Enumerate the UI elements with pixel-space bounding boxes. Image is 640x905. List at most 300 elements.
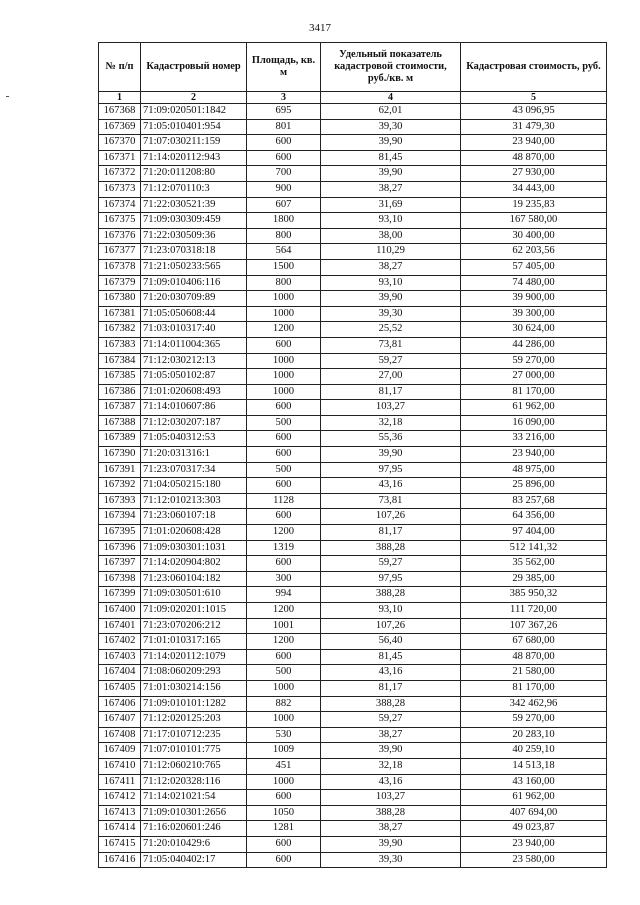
unit-value-cell: 39,30 <box>321 119 461 135</box>
cadastral-number-cell: 71:23:060107:18 <box>141 509 247 525</box>
cadastral-value-cell: 39 300,00 <box>461 306 607 322</box>
row-number-cell: 167375 <box>99 213 141 229</box>
table-row <box>99 805 607 821</box>
cadastral-number-cell: 71:14:011004:365 <box>141 337 247 353</box>
unit-value-cell: 388,28 <box>321 696 461 712</box>
row-number-cell: 167414 <box>99 821 141 837</box>
cadastral-value-cell: 16 090,00 <box>461 415 607 431</box>
cadastral-number-cell: 71:22:030509:36 <box>141 228 247 244</box>
page-number: 3417 <box>309 22 331 34</box>
row-number-cell: 167411 <box>99 774 141 790</box>
area-cell: 600 <box>247 509 321 525</box>
row-number-cell: 167378 <box>99 259 141 275</box>
unit-value-cell: 32,18 <box>321 758 461 774</box>
table-row <box>99 571 607 587</box>
unit-value-cell: 38,27 <box>321 259 461 275</box>
cadastral-value-cell: 43 160,00 <box>461 774 607 790</box>
row-number-cell: 167387 <box>99 400 141 416</box>
header-unit-value: Удельный показатель кадастровой стоимости, руб./кв. м <box>321 43 461 92</box>
unit-value-cell: 93,10 <box>321 213 461 229</box>
cadastral-number-cell: 71:20:030709:89 <box>141 291 247 307</box>
table-row <box>99 447 607 463</box>
table-row <box>99 509 607 525</box>
cadastral-value-cell: 97 404,00 <box>461 525 607 541</box>
table-row <box>99 680 607 696</box>
unit-value-cell: 39,90 <box>321 135 461 151</box>
unit-value-cell: 39,90 <box>321 447 461 463</box>
row-number-cell: 167404 <box>99 665 141 681</box>
cadastral-number-cell: 71:05:010401:954 <box>141 119 247 135</box>
cadastral-value-cell: 49 023,87 <box>461 821 607 837</box>
row-number-cell: 167380 <box>99 291 141 307</box>
cadastral-value-cell: 67 680,00 <box>461 634 607 650</box>
row-number-cell: 167390 <box>99 447 141 463</box>
area-cell: 1001 <box>247 618 321 634</box>
table-row <box>99 431 607 447</box>
cadastral-value-cell: 48 870,00 <box>461 150 607 166</box>
row-number-cell: 167368 <box>99 104 141 120</box>
unit-value-cell: 39,90 <box>321 291 461 307</box>
unit-value-cell: 56,40 <box>321 634 461 650</box>
area-cell: 600 <box>247 400 321 416</box>
unit-value-cell: 81,17 <box>321 680 461 696</box>
unit-value-cell: 81,17 <box>321 384 461 400</box>
cadastral-number-cell: 71:21:050233:565 <box>141 259 247 275</box>
table-row <box>99 774 607 790</box>
cadastral-number-cell: 71:07:030211:159 <box>141 135 247 151</box>
cadastral-value-cell: 25 896,00 <box>461 478 607 494</box>
table-row <box>99 587 607 603</box>
row-number-cell: 167415 <box>99 836 141 852</box>
table-row <box>99 696 607 712</box>
area-cell: 600 <box>247 836 321 852</box>
cadastral-number-cell: 71:14:021021:54 <box>141 790 247 806</box>
table-row <box>99 743 607 759</box>
cadastral-value-cell: 167 580,00 <box>461 213 607 229</box>
cadastral-number-cell: 71:14:020904:802 <box>141 556 247 572</box>
table-row <box>99 400 607 416</box>
unit-value-cell: 39,30 <box>321 852 461 868</box>
unit-value-cell: 97,95 <box>321 462 461 478</box>
area-cell: 800 <box>247 275 321 291</box>
area-cell: 1050 <box>247 805 321 821</box>
header-row-number: № п/п <box>99 43 141 92</box>
cadastral-number-cell: 71:09:030501:610 <box>141 587 247 603</box>
table-header <box>99 43 607 104</box>
header-cadastral-number: Кадастровый номер <box>141 43 247 92</box>
table-row <box>99 291 607 307</box>
cadastral-value-cell: 57 405,00 <box>461 259 607 275</box>
cadastral-value-cell: 23 940,00 <box>461 447 607 463</box>
cadastral-number-cell: 71:09:020201:1015 <box>141 603 247 619</box>
row-number-cell: 167371 <box>99 150 141 166</box>
area-cell: 1128 <box>247 493 321 509</box>
cadastral-number-cell: 71:12:030207:187 <box>141 415 247 431</box>
cadastral-number-cell: 71:05:040402:17 <box>141 852 247 868</box>
table-row <box>99 618 607 634</box>
table-row <box>99 384 607 400</box>
cadastral-number-cell: 71:07:010101:775 <box>141 743 247 759</box>
area-cell: 1281 <box>247 821 321 837</box>
area-cell: 607 <box>247 197 321 213</box>
area-cell: 564 <box>247 244 321 260</box>
area-cell: 1000 <box>247 712 321 728</box>
table-row <box>99 104 607 120</box>
cadastral-value-cell: 23 580,00 <box>461 852 607 868</box>
unit-value-cell: 81,17 <box>321 525 461 541</box>
table-row <box>99 213 607 229</box>
table-row <box>99 525 607 541</box>
column-number: 4 <box>321 92 461 104</box>
row-number-cell: 167374 <box>99 197 141 213</box>
column-number: 1 <box>99 92 141 104</box>
column-number: 3 <box>247 92 321 104</box>
row-number-cell: 167416 <box>99 852 141 868</box>
unit-value-cell: 62,01 <box>321 104 461 120</box>
table-row <box>99 603 607 619</box>
cadastral-value-cell: 107 367,26 <box>461 618 607 634</box>
area-cell: 600 <box>247 478 321 494</box>
table-row <box>99 369 607 385</box>
cadastral-value-cell: 33 216,00 <box>461 431 607 447</box>
row-number-cell: 167373 <box>99 181 141 197</box>
cadastral-number-cell: 71:22:030521:39 <box>141 197 247 213</box>
row-number-cell: 167379 <box>99 275 141 291</box>
cadastral-number-cell: 71:04:050215:180 <box>141 478 247 494</box>
unit-value-cell: 93,10 <box>321 603 461 619</box>
area-cell: 1200 <box>247 634 321 650</box>
cadastral-value-cell: 407 694,00 <box>461 805 607 821</box>
cadastral-number-cell: 71:12:030212:13 <box>141 353 247 369</box>
cadastral-number-cell: 71:14:020112:1079 <box>141 649 247 665</box>
cadastral-number-cell: 71:09:020501:1842 <box>141 104 247 120</box>
cadastral-value-cell: 74 480,00 <box>461 275 607 291</box>
unit-value-cell: 25,52 <box>321 322 461 338</box>
table-row <box>99 821 607 837</box>
header-cadastral-value: Кадастровая стоимость, руб. <box>461 43 607 92</box>
cadastral-value-cell: 19 235,83 <box>461 197 607 213</box>
area-cell: 900 <box>247 181 321 197</box>
unit-value-cell: 59,27 <box>321 353 461 369</box>
row-number-cell: 167398 <box>99 571 141 587</box>
cadastral-value-cell: 512 141,32 <box>461 540 607 556</box>
cadastral-value-cell: 31 479,30 <box>461 119 607 135</box>
cadastral-number-cell: 71:20:011208:80 <box>141 166 247 182</box>
area-cell: 700 <box>247 166 321 182</box>
cadastral-value-cell: 30 400,00 <box>461 228 607 244</box>
unit-value-cell: 388,28 <box>321 805 461 821</box>
header-area: Площадь, кв. м <box>247 43 321 92</box>
table-body <box>99 104 607 868</box>
row-number-cell: 167391 <box>99 462 141 478</box>
row-number-cell: 167401 <box>99 618 141 634</box>
unit-value-cell: 107,26 <box>321 509 461 525</box>
unit-value-cell: 103,27 <box>321 400 461 416</box>
row-number-cell: 167392 <box>99 478 141 494</box>
area-cell: 600 <box>247 852 321 868</box>
table-row <box>99 150 607 166</box>
cadastral-number-cell: 71:23:060104:182 <box>141 571 247 587</box>
area-cell: 1500 <box>247 259 321 275</box>
area-cell: 1200 <box>247 322 321 338</box>
table-row <box>99 306 607 322</box>
unit-value-cell: 38,27 <box>321 821 461 837</box>
cadastral-number-cell: 71:23:070206:212 <box>141 618 247 634</box>
row-number-cell: 167412 <box>99 790 141 806</box>
row-number-cell: 167395 <box>99 525 141 541</box>
table-row <box>99 244 607 260</box>
unit-value-cell: 81,45 <box>321 649 461 665</box>
area-cell: 1800 <box>247 213 321 229</box>
cadastral-number-cell: 71:01:020608:428 <box>141 525 247 541</box>
cadastral-value-cell: 59 270,00 <box>461 353 607 369</box>
area-cell: 1000 <box>247 353 321 369</box>
cadastral-value-cell: 30 624,00 <box>461 322 607 338</box>
area-cell: 600 <box>247 135 321 151</box>
unit-value-cell: 27,00 <box>321 369 461 385</box>
unit-value-cell: 59,27 <box>321 712 461 728</box>
cadastral-value-cell: 29 385,00 <box>461 571 607 587</box>
cadastral-number-cell: 71:23:070318:18 <box>141 244 247 260</box>
cadastral-value-cell: 48 975,00 <box>461 462 607 478</box>
cadastral-number-cell: 71:05:050102:87 <box>141 369 247 385</box>
row-number-cell: 167386 <box>99 384 141 400</box>
row-number-cell: 167399 <box>99 587 141 603</box>
table-row <box>99 462 607 478</box>
area-cell: 1000 <box>247 369 321 385</box>
unit-value-cell: 32,18 <box>321 415 461 431</box>
cadastral-number-cell: 71:14:020112:943 <box>141 150 247 166</box>
area-cell: 600 <box>247 150 321 166</box>
cadastral-value-cell: 61 962,00 <box>461 790 607 806</box>
table-row <box>99 337 607 353</box>
unit-value-cell: 388,28 <box>321 540 461 556</box>
cadastral-value-cell: 27 930,00 <box>461 166 607 182</box>
table-row <box>99 556 607 572</box>
unit-value-cell: 81,45 <box>321 150 461 166</box>
cadastral-number-cell: 71:01:020608:493 <box>141 384 247 400</box>
row-number-cell: 167406 <box>99 696 141 712</box>
unit-value-cell: 388,28 <box>321 587 461 603</box>
cadastral-number-cell: 71:23:070317:34 <box>141 462 247 478</box>
row-number-cell: 167377 <box>99 244 141 260</box>
row-number-cell: 167381 <box>99 306 141 322</box>
area-cell: 1000 <box>247 774 321 790</box>
cadastral-value-cell: 59 270,00 <box>461 712 607 728</box>
unit-value-cell: 97,95 <box>321 571 461 587</box>
unit-value-cell: 73,81 <box>321 493 461 509</box>
row-number-cell: 167400 <box>99 603 141 619</box>
table-row <box>99 275 607 291</box>
unit-value-cell: 43,16 <box>321 774 461 790</box>
table-row <box>99 353 607 369</box>
cadastral-value-cell: 83 257,68 <box>461 493 607 509</box>
area-cell: 600 <box>247 337 321 353</box>
table-row <box>99 197 607 213</box>
cadastral-number-cell: 71:14:010607:86 <box>141 400 247 416</box>
cadastral-number-cell: 71:20:010429:6 <box>141 836 247 852</box>
row-number-cell: 167413 <box>99 805 141 821</box>
area-cell: 500 <box>247 462 321 478</box>
row-number-cell: 167402 <box>99 634 141 650</box>
area-cell: 600 <box>247 447 321 463</box>
table-row <box>99 135 607 151</box>
cadastral-value-cell: 23 940,00 <box>461 135 607 151</box>
row-number-cell: 167370 <box>99 135 141 151</box>
cadastral-value-cell: 81 170,00 <box>461 680 607 696</box>
table-row <box>99 415 607 431</box>
unit-value-cell: 103,27 <box>321 790 461 806</box>
unit-value-cell: 39,90 <box>321 743 461 759</box>
unit-value-cell: 73,81 <box>321 337 461 353</box>
table-row <box>99 493 607 509</box>
cadastral-value-table <box>98 42 607 868</box>
header-row <box>99 43 607 92</box>
area-cell: 1000 <box>247 291 321 307</box>
cadastral-number-cell: 71:09:030301:1031 <box>141 540 247 556</box>
row-number-cell: 167396 <box>99 540 141 556</box>
row-number-cell: 167382 <box>99 322 141 338</box>
area-cell: 800 <box>247 228 321 244</box>
cadastral-number-cell: 71:12:010213:303 <box>141 493 247 509</box>
table-row <box>99 478 607 494</box>
table-row <box>99 119 607 135</box>
cadastral-value-cell: 48 870,00 <box>461 649 607 665</box>
table-row <box>99 790 607 806</box>
row-number-cell: 167403 <box>99 649 141 665</box>
unit-value-cell: 31,69 <box>321 197 461 213</box>
area-cell: 1000 <box>247 384 321 400</box>
table-row <box>99 540 607 556</box>
area-cell: 882 <box>247 696 321 712</box>
cadastral-number-cell: 71:16:020601:246 <box>141 821 247 837</box>
cadastral-value-cell: 385 950,32 <box>461 587 607 603</box>
cadastral-number-cell: 71:12:060210:765 <box>141 758 247 774</box>
area-cell: 530 <box>247 727 321 743</box>
cadastral-value-cell: 342 462,96 <box>461 696 607 712</box>
row-number-cell: 167409 <box>99 743 141 759</box>
area-cell: 600 <box>247 790 321 806</box>
area-cell: 500 <box>247 665 321 681</box>
table-row <box>99 181 607 197</box>
table-row <box>99 259 607 275</box>
unit-value-cell: 93,10 <box>321 275 461 291</box>
cadastral-number-cell: 71:01:010317:165 <box>141 634 247 650</box>
cadastral-value-cell: 23 940,00 <box>461 836 607 852</box>
unit-value-cell: 39,90 <box>321 836 461 852</box>
row-number-cell: 167369 <box>99 119 141 135</box>
area-cell: 1000 <box>247 306 321 322</box>
row-number-cell: 167407 <box>99 712 141 728</box>
cadastral-number-cell: 71:05:050608:44 <box>141 306 247 322</box>
table-row <box>99 727 607 743</box>
row-number-cell: 167388 <box>99 415 141 431</box>
cadastral-number-cell: 71:20:031316:1 <box>141 447 247 463</box>
table-row <box>99 634 607 650</box>
cadastral-value-cell: 21 580,00 <box>461 665 607 681</box>
area-cell: 1200 <box>247 525 321 541</box>
area-cell: 500 <box>247 415 321 431</box>
row-number-cell: 167376 <box>99 228 141 244</box>
row-number-cell: 167384 <box>99 353 141 369</box>
table-row <box>99 665 607 681</box>
table-row <box>99 322 607 338</box>
row-number-cell: 167372 <box>99 166 141 182</box>
cadastral-value-cell: 35 562,00 <box>461 556 607 572</box>
table-row <box>99 649 607 665</box>
area-cell: 1000 <box>247 680 321 696</box>
row-number-cell: 167383 <box>99 337 141 353</box>
unit-value-cell: 38,27 <box>321 181 461 197</box>
area-cell: 600 <box>247 431 321 447</box>
cadastral-number-cell: 71:12:020125:203 <box>141 712 247 728</box>
cadastral-number-cell: 71:09:010101:1282 <box>141 696 247 712</box>
cadastral-value-cell: 81 170,00 <box>461 384 607 400</box>
unit-value-cell: 107,26 <box>321 618 461 634</box>
row-number-cell: 167408 <box>99 727 141 743</box>
cadastral-number-cell: 71:12:020328:116 <box>141 774 247 790</box>
row-number-cell: 167389 <box>99 431 141 447</box>
column-number-row <box>99 92 607 104</box>
area-cell: 994 <box>247 587 321 603</box>
cadastral-value-cell: 14 513,18 <box>461 758 607 774</box>
unit-value-cell: 39,90 <box>321 166 461 182</box>
area-cell: 1319 <box>247 540 321 556</box>
unit-value-cell: 110,29 <box>321 244 461 260</box>
row-number-cell: 167394 <box>99 509 141 525</box>
cadastral-value-cell: 27 000,00 <box>461 369 607 385</box>
area-cell: 1200 <box>247 603 321 619</box>
cadastral-value-cell: 44 286,00 <box>461 337 607 353</box>
row-number-cell: 167393 <box>99 493 141 509</box>
cadastral-number-cell: 71:09:010301:2656 <box>141 805 247 821</box>
row-number-cell: 167405 <box>99 680 141 696</box>
table-row <box>99 712 607 728</box>
area-cell: 1009 <box>247 743 321 759</box>
area-cell: 801 <box>247 119 321 135</box>
unit-value-cell: 38,27 <box>321 727 461 743</box>
unit-value-cell: 55,36 <box>321 431 461 447</box>
area-cell: 300 <box>247 571 321 587</box>
cadastral-number-cell: 71:17:010712:235 <box>141 727 247 743</box>
table-row <box>99 852 607 868</box>
cadastral-value-cell: 111 720,00 <box>461 603 607 619</box>
unit-value-cell: 59,27 <box>321 556 461 572</box>
unit-value-cell: 43,16 <box>321 478 461 494</box>
area-cell: 600 <box>247 556 321 572</box>
cadastral-value-cell: 40 259,10 <box>461 743 607 759</box>
cadastral-value-cell: 64 356,00 <box>461 509 607 525</box>
table-row <box>99 166 607 182</box>
cadastral-number-cell: 71:08:060209:293 <box>141 665 247 681</box>
area-cell: 695 <box>247 104 321 120</box>
area-cell: 600 <box>247 649 321 665</box>
area-cell: 451 <box>247 758 321 774</box>
cadastral-number-cell: 71:01:030214:156 <box>141 680 247 696</box>
row-number-cell: 167385 <box>99 369 141 385</box>
row-number-cell: 167397 <box>99 556 141 572</box>
table-row <box>99 836 607 852</box>
row-number-cell: 167410 <box>99 758 141 774</box>
cadastral-number-cell: 71:03:010317:40 <box>141 322 247 338</box>
cadastral-value-cell: 34 443,00 <box>461 181 607 197</box>
cadastral-number-cell: 71:09:010406:116 <box>141 275 247 291</box>
cadastral-value-cell: 20 283,10 <box>461 727 607 743</box>
cadastral-value-cell: 39 900,00 <box>461 291 607 307</box>
cadastral-value-cell: 61 962,00 <box>461 400 607 416</box>
cadastral-number-cell: 71:05:040312:53 <box>141 431 247 447</box>
table-row <box>99 758 607 774</box>
